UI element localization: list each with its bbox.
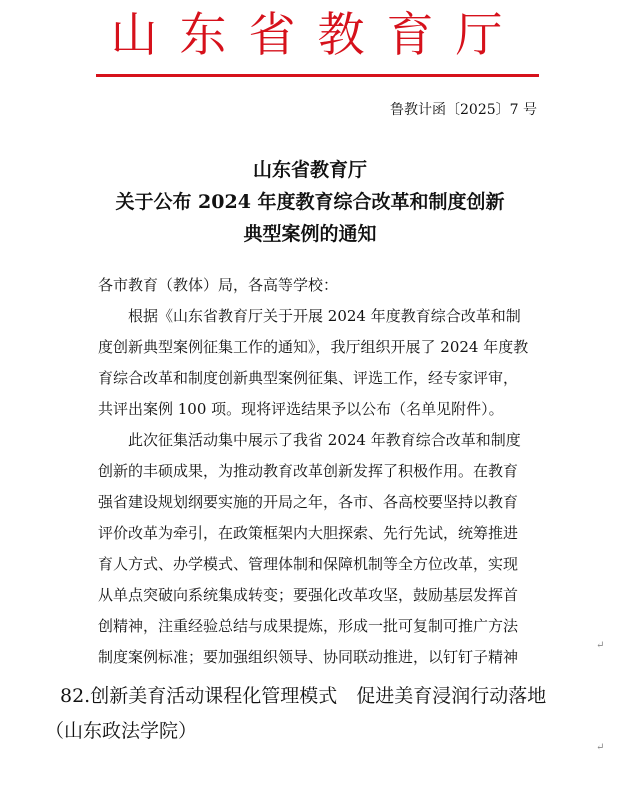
notice-title: [60, 154, 560, 250]
paragraph2-line: 创新的丰硕成果，为推动教育改革创新发挥了积极作用。在教育: [98, 462, 519, 480]
title-line-3: 典型案例的通知: [243, 223, 377, 245]
annex-item-institution: （山东政法学院）: [45, 720, 198, 742]
paragraph2-line: 强省建设规划纲要实施的开局之年，各市、各高校要坚持以教育: [98, 493, 519, 511]
paragraph-return-mark: ↵: [596, 640, 605, 651]
paragraph2-line: 创精神，注重经验总结与成果提炼，形成一批可复制可推广方法: [98, 617, 519, 635]
paragraph-return-mark: ↵: [596, 742, 605, 753]
paragraph1-line: 共评出案例 100 项。现将评选结果予以公布（名单见附件）。: [98, 400, 504, 418]
paragraph2-line: 制度案例标准；要加强组织领导、协同联动推进，以钉钉子精神: [98, 648, 519, 666]
title-line-1: 山东省教育厅: [252, 159, 367, 181]
masthead-red-rule: [96, 74, 539, 77]
paragraph2-line: 评价改革为牵引，在政策框架内大胆探索、先行先试，统筹推进: [98, 524, 519, 542]
paragraph2-line: 此次征集活动集中展示了我省 2024 年教育综合改革和制度: [128, 431, 521, 449]
paragraph1-line: 育综合改革和制度创新典型案例征集、评选工作，经专家评审，: [98, 369, 519, 387]
paragraph2-line: 从单点突破向系统集成转变；要强化改革攻坚，鼓励基层发挥首: [98, 586, 519, 604]
salutation: 各市教育（教体）局，各高等学校：: [98, 276, 339, 294]
paragraph2-line: 育人方式、办学模式、管理体制和保障机制等全方位改革，实现: [98, 555, 519, 573]
notice-body: [98, 270, 558, 673]
document-number: 鲁教计函〔2025〕7 号: [390, 102, 537, 118]
agency-masthead: 山东省教育厅: [110, 8, 525, 63]
annex-item-title: 82.创新美育活动课程化管理模式 促进美育浸润行动落地: [60, 685, 547, 707]
paragraph1-line: 度创新典型案例征集工作的通知》，我厅组织开展了 2024 年度教: [98, 338, 529, 356]
title-line-2: 关于公布 2024 年度教育综合改革和制度创新: [115, 191, 505, 213]
paragraph1-line: 根据《山东省教育厅关于开展 2024 年度教育综合改革和制: [128, 307, 521, 325]
